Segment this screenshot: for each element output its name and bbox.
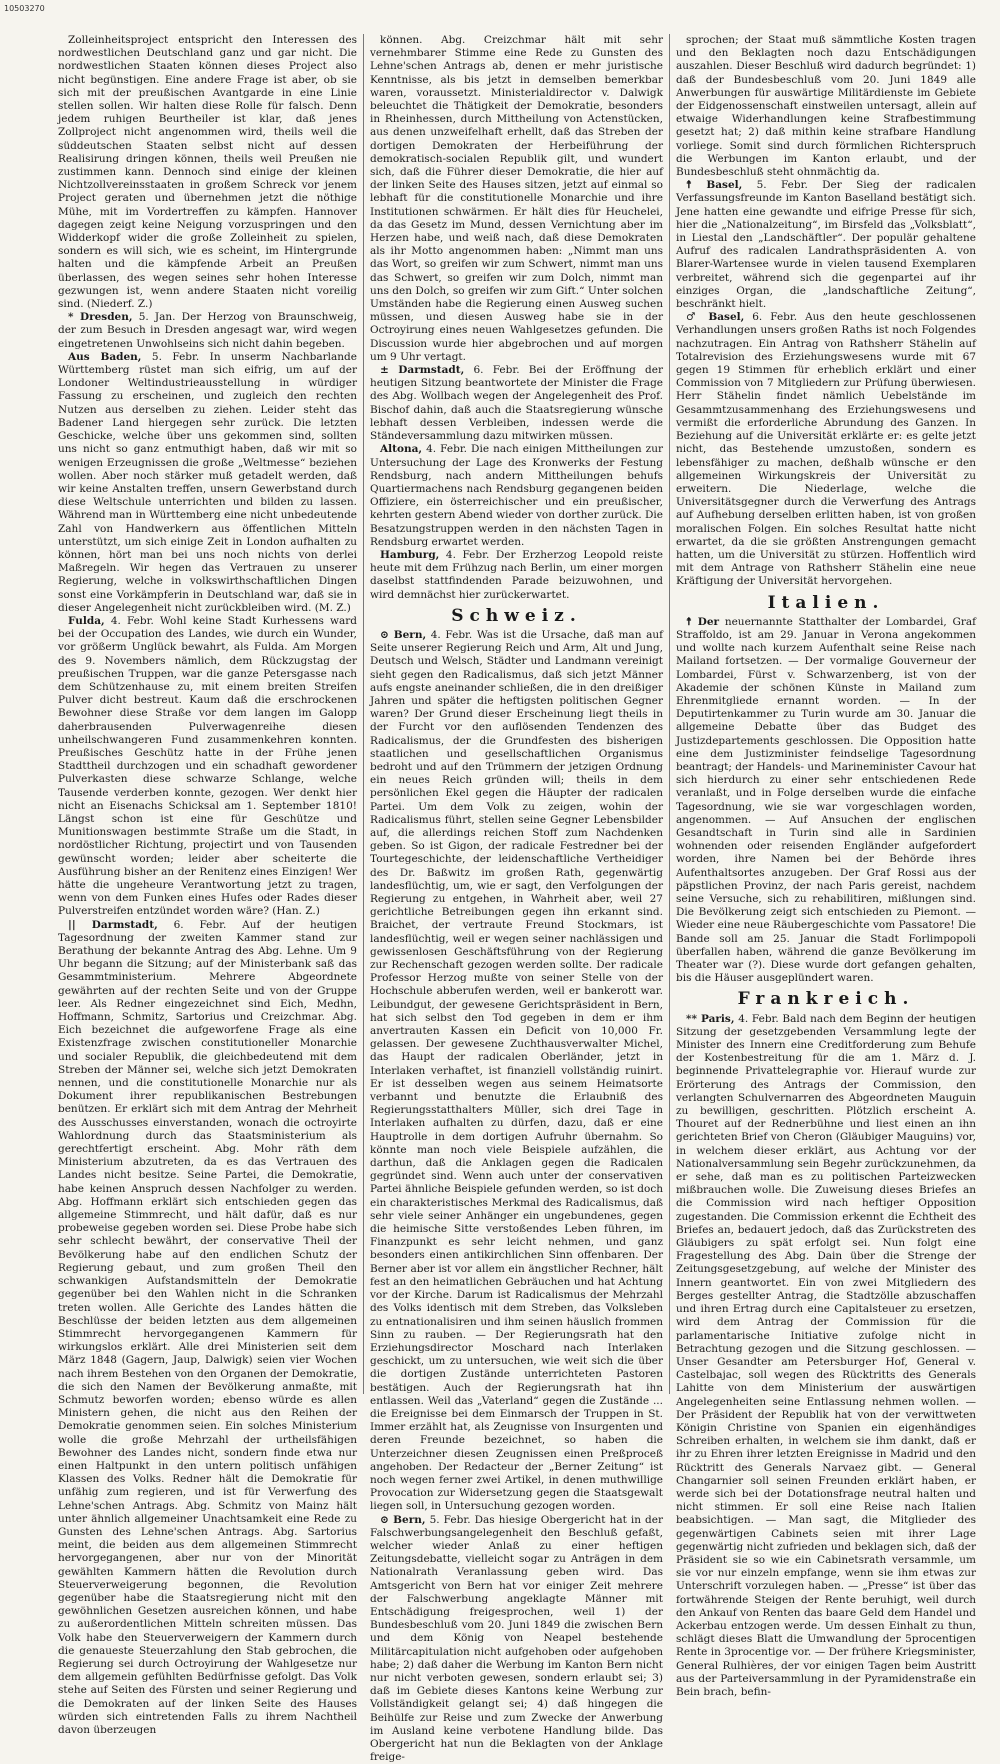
article-paragraph	[58, 615, 357, 919]
section-heading: Frankreich.	[737, 989, 915, 1010]
article-text: können. Abg. Creizchmar hält mit sehr vernehmbarer Stimme eine Rede zu Gunsten des Lehne'schen Antrags ab, denen er mehr juristische Kenntnisse, als bis jetzt in demselben bemerkbar waren, voraussetzt. Ministerialdirector v. Dalwigk beleuchtet die Thätigkeit der Demokratie, besonders in Rheinhessen, durch Mittheilung von Actenstücken, aus denen unzweifelhaft erhellt, daß das Streben der dortigen Demokraten der Herbeiführung der demokratisch-socialen Republik gilt, und wundert sich, daß die Führer dieser Demokratie, die hier auf der linken Seite des Hauses sitzen, jetzt auf einmal so lebhaft für die constitutionelle Monarchie und ihre Institutionen schwärmen. Er hält dies für Heuchelei, da das Gesetz im Mund, dessen Vernichtung aber im Herzen habe, und weiß nach, daß diese Demokraten als ihr Motto angenommen haben: „Nimmt man uns das Wort, so greifen wir zum Schwert, nimmt man uns das Schwert, so greifen wir zum Dolch, nimmt man uns den Dolch, so greifen wir zum Gift.“ Unter solchen Umständen habe die Regierung einen Ausweg suchen müssen, und diesen Ausweg habe sie in der Octroyirung eines neuen Wahlgesetzes gefunden. Die Discussion wurde hier abgebrochen und auf morgen um 9 Uhr vertagt.	[370, 34, 663, 363]
article-dateline: Fulda,	[68, 614, 105, 627]
article-text: 4. Febr. Was ist die Ursache, daß man auf Seite unserer Regierung Reich und Arm, Alt und Jung, Deutsch und Welsch, Städter und Landmann vereinigt sieht gegen den Radicalismus, daß sich jetzt Männer aufs engste aneinander schließen, die in den dreißiger Jahren und später die heftigsten politischen Gegner waren? Der Grund dieser Erscheinung liegt theils in der Furcht vor den auflösenden Tendenzen des Radicalismus, der die Grundfesten des bisherigen staatlichen und gesellschaftlichen Organismus bedroht und auf den Trümmern der jetzigen Ordnung ein neues Reich gründen will; theils in dem persönlichen Ekel gegen die Häupter der radicalen Partei. Um dem Volk zu zeigen, wohin der Radicalismus führt, stellen seine Gegner Lebensbilder auf, die allerdings reichen Stoff zum Nachdenken geben. So ist Gigon, der radicale Festredner bei der Tourtegeschichte, der leidenschaftliche Vertheidiger des Dr. Baßwitz im großen Rath, gegenwärtig landesflüchtig, um, wie er sagt, den Verfolgungen der Regierung zu entgehen, in Wahrheit aber, weil 27 gerichtliche Betreibungen gegen ihn erkannt sind. Braichet, der vertraute Freund Stockmars, ist landesflüchtig, weil er wegen seiner nachlässigen und gewissenlosen Geschäftsführung von der Regierung zur Rechenschaft gezogen werden sollte. Der radicale Professor Herzog mußte von seiner Stelle von der Hochschule abberufen werden, weil er bankerott war. Leibundgut, der gewesene Gerichtspräsident in Bern, hat sich selbst den Tod gegeben in dem er ihm anvertrauten Kassen ein Deficit von 10,000 Fr. gelassen. Der gewesene Zuchthausverwalter Michel, das Haupt der radicalen Oberländer, jetzt in Interlaken verhaftet, ist finanziell vollständig ruinirt. Er ist desselben wegen aus seinem Heimatsorte verbannt und benutzte die Erlaubniß des Regierungsstatthalters Müller, sich drei Tage in Interlaken aufhalten zu dürfen, dazu, daß er eine Hauptrolle in dem dortigen Aufruhr übernahm. So könnte man noch viele Beispiele aufzählen, die darthun, daß die Anklagen gegen die Radicalen gegründet sind. Wenn auch unter der conservativen Partei ähnliche Beispiele gefunden werden, so ist doch ein charakteristisches Merkmal des Radicalismus, daß sehr viele seiner Anhänger ein ungebundenes, gegen die heimische Sitte verstoßendes Leben führen, im Finanzpunkt es sehr leicht nehmen, und ganz besonders einen antikirchlichen Sinn offenbaren. Der Berner aber ist vor allem ein ängstlicher Rechner, hält fest an den heimatlichen Gebräuchen und hat Achtung vor der Kirche. Darum ist Radicalismus der Mehrzahl des Volks identisch mit dem Streben, das Volksleben zu entnationalisiren und ihm seinen häuslich frommen Sinn zu rauben. — Der Regierungsrath hat den Erziehungsdirector Moschard nach Interlaken geschickt, um zu untersuchen, wie weit sich die über die dortigen Zustände unterrichteten Pastoren bestätigen. Auch der Regierungsrath hat ihn entlassen. Weil das „Vaterland“ gegen die Zustände ... die Ereignisse bei dem Einmarsch der Truppen in St. Immer erzählt hat, als Zeugnisse von Insurgenten und deren Freunde bezeichnet, so haben die Unterzeichner diesen Zeugnissen einen Preßproceß angehoben. Der Redacteur der „Berner Zeitung“ ist noch wegen ferner zwei Artikel, in denen muthwillige Provocation zur Widersetzung gegen die Staatsgewalt liegen soll, in Untersuchung gezogen worden.	[370, 628, 663, 1513]
article-dateline: ☨ Der	[686, 615, 720, 628]
article-dateline: ⊙ Bern,	[380, 628, 427, 641]
page-id: 10503270	[4, 4, 45, 13]
article-text: 6. Febr. Aus den heute geschlossenen Verhandlungen unsers großen Raths ist noch Folgendes nachzutragen. Ein Antrag von Rathsherr Stähelin auf Totalrevision des Erziehungswesens wurde mit 67 gegen 19 Stimmen für erheblich erklärt und einer Commission von 7 Mitgliedern zur Prüfung überwiesen. Herr Stähelin findet nämlich Uebelstände im Gesammtzusammenhang des Erziehungswesens und vermißt die erforderliche Abrundung des Ganzen. In Beziehung auf die Universität erklärte er: es gelte jetzt nicht, das Bestehende umzustoßen, sondern es lebensfähiger zu machen, deßhalb wünsche er den allgemeinen Wirkungskreis der Universität zu erweitern. Die Niederlage, welche die Universitätsgegner durch die Verwerfung des Antrags auf Aufhebung derselben erlitten haben, ist von großen moralischen Folgen. Ein solches Resultat hatte nicht erwartet, da die sie größten Anstrengungen gemacht hatten, um die Universität zu stürzen. Hoffentlich wird mit dem Antrage von Rathsherr Stähelin eine neue Kräftigung der Universität hervorgehen.	[676, 311, 976, 588]
article-text: 5. Febr. Der Sieg der radicalen Verfassungsfreunde im Kanton Baselland bestätigt sich. Jene hatten eine gewandte und eifrige Presse für sich, hier die „Nationalzeitung“, im Birsfeld das „Volksblatt“, in Liestal den „Landschäftler“. Der populär gehaltene Aufruf des radicalen Landrathspräsidenten A. von Blarer-Wartensee wurde in vielen tausend Exemplaren verbreitet, während sich die gegenpartei auf ihr einziges Organ, die „landschaftliche Zeitung“, beschränkt hielt.	[676, 179, 977, 311]
article-paragraph	[676, 616, 976, 986]
article-paragraph	[58, 919, 357, 1738]
article-dateline: Aus Baden,	[68, 350, 142, 363]
article-paragraph	[370, 443, 663, 549]
article-paragraph	[58, 34, 357, 311]
article-text: sprochen; der Staat muß sämmtliche Kosten tragen und den Beklagten noch dazu Entschädigungen auszahlen. Dieser Beschluß wird dadurch begründet: 1) daß der Bundesbeschluß vom 20. Juni 1849 alle Anwerbungen für auswärtige Militärdienste im Gebiete der Eidgenossenschaft einstweilen untersagt, allein auf etwaige Widerhandlungen keine Strafbestimmung gesetzt hat; 2) daß mithin keine strafbare Handlung vorliege. Somit sind durch förmlichen Richterspruch die Werbungen im Kanton erlaubt, und der Bundesbeschluß steht ohnmächtig da.	[676, 34, 976, 179]
section-heading: Italien.	[767, 592, 885, 613]
article-text: 4. Febr. Bald nach dem Beginn der heutigen Sitzung der gesetzgebenden Versammlung legte der Minister des Innern eine Creditforderung zum Behufe der Kostenbestreitung für die am 1. März d. J. beginnende Privattelegraphie vor. Hierauf wurde zur Erörterung des Antrags der Commission, den verlangten Schulvernarren des Abgeordneten Mauguin zu bewilligen, geschritten. Plötzlich erscheint A. Thouret auf der Rednerbühne und liest einen an ihn gerichteten Brief von Cheron (Gläubiger Mauguins) vor, in welchem dieser erklärt, aus Achtung vor der Nationalversammlung sein Begehr zurückzunehmen, da er sehe, daß man es zu politischen Parteizwecken mißbrauchen wolle. Die Zuweisung dieses Briefes an die Commission wird nach heftiger Opposition zugestanden. Die Commission erkennt die Echtheit des Briefes an, bedauert jedoch, daß das Zurückstreten des Gläubigers zu spät erfolgt sei. Nun folgt eine Fragestellung des Abg. Dain über die Strenge der Zeitungsgesetzgebung, auf welche der Minister des Innern geantwortet. Ein von zwei Mitgliedern des Berges gestellter Antrag, die Stadtzölle abzuschaffen und ihren Ertrag durch eine Capitalsteuer zu ersetzen, wird dem Antrag der Commission für die parlamentarische Initiative zufolge nicht in Betrachtung gezogen und die Sitzung geschlossen. — Unser Gesandter am Petersburger Hof, General v. Castelbajac, soll wegen des Rücktritts des Generals Lahitte von dem Ministerium der auswärtigen Angelegenheiten seine Entlassung nehmen wollen. — Der Präsident der Republik hat von der verwittweten Königin Christine von Spanien ein eigenhändiges Schreiben erhalten, in welchem sie ihm dankt, daß er ihr zu Ehren ihrer letzten Ereignisse in Madrid und den Rücktritt des Generals Narvaez gibt. — General Changarnier soll seinen Freunden erklärt haben, er werde sich bei der Dotationsfrage neutral halten und nicht stimmen. Er soll eine Reise nach Italien beabsichtigen. — Man sagt, die Mitglieder des gegenwärtigen Cabinets seien mit ihrer Lage gegenwärtig nicht zufrieden und beklagen sich, daß der Präsident sie so wie ein Cabinetsrath versammle, um sie vor nur einzeln empfange, wenn sie ihm etwas zur Unterschrift vorzulegen haben. — „Presse“ ist über das fortwährende Steigen der Rente beruhigt, weil durch den Ankauf von Renten das baare Geld dem Handel und Ackerbau entzogen werde. Um dessen Einhalt zu thun, schlägt dieses Blatt die Umwandlung der 5procentigen Rente in 3procentige vor. — Der frühere Kriegsminister, General Rulhières, der vor einigen Tagen beim Austritt aus der Parteiversammlung in der Pyramidenstraße ein Bein brach, befin-	[676, 1012, 976, 1698]
article-dateline: * Dresden,	[68, 311, 133, 324]
article-dateline: || Darmstadt,	[68, 918, 158, 931]
column-1	[52, 34, 364, 1736]
article-paragraph	[676, 1013, 976, 1700]
article-paragraph	[58, 311, 357, 351]
article-paragraph	[676, 34, 976, 179]
newspaper-columns	[52, 34, 982, 1764]
article-text: Zolleinheitsproject entspricht den Interessen des nordwestlichen Deutschland ganz und gar nicht. Die nordwestlichen Staaten können dieses Project also nicht begünstigen. Eine andere Frage ist aber, ob sie sich mit der preußischen Avantgarde in eine Linie stellen sollen. Wir halten diese Rolle für falsch. Denn jedem ruhigen Beurtheiler ist klar, daß jenes Zollproject nicht angenommen wird, theils weil die süddeutschen Staaten selbst nicht auf dessen Realisirung dringen können, theils weil Preußen nie zustimmen kann. Dennoch sind einige der kleinen Nichtzollvereinsstaaten in großem Schreck vor jenem Project geraten und übernehmen jetzt die nöthige Mühe, mit im Vordertreffen zu kämpfen. Hannover dagegen zeigt keine Neigung vorzuspringen und den Widderkopf wider die große Zolleinheit zu spielen, sondern es will sich, wie es scheint, im Hintergrunde halten und die kämpfende Arbeit an Preußen überlassen, des wegen seines sehr hohen Interesse gezwungen ist, wenn andere Staaten nicht voreilig sind. (Niederf. Z.)	[58, 34, 357, 311]
article-dateline: ☨ Basel,	[686, 179, 743, 192]
article-text: 5. Febr. Das hiesige Obergericht hat in der Falschwerbungsangelegenheit den Beschluß gefaßt, welcher wieder Anlaß zu einer heftigen Zeitungsdebatte, vielleicht sogar zu Anträgen in dem Nationalrath Veranlassung geben wird. Das Amtsgericht von Bern hat vor einiger Zeit mehrere der Falschwerbung angeklagte Männer mit Entschädigung freigesprochen, weil 1) der Bundesbeschluß vom 20. Juni 1849 die zwischen Bern und dem König von Neapel bestehende Militärcapitulation nicht aufgehoben oder aufgehoben habe; 2) daß daher die Werbung im Kanton Bern nicht nur nicht verboten gewesen, sondern erlaubt sei; 3) daß im Gebiete dieses Kantons keine Werbung zur Vollständigkeit gelangt sei; 4) daß hingegen die Beihülfe zur Reise und zum Zwecke der Anwerbung im Ausland keine verbotene Handlung bilde. Das Obergericht hat nun die Beklagten von der Anklage freige-	[370, 1513, 663, 1764]
article-paragraph	[370, 549, 663, 602]
article-text: 6. Febr. Auf der heutigen Tagesordnung der zweiten Kammer stand zur Berathung der bekannte Antrag des Abg. Lehne. Um 9 Uhr begann die Sitzung; auf der Ministerbank saß das Gesammtministerium. Mehrere Abgeordnete gewährten auf der rechten Seite und von der Gruppe leer. Als Redner eingezeichnet sind Eich, Medhn, Hoffmann, Schmitz, Sartorius und Creizchmar. Abg. Eich bezeichnet die aufgeworfene Frage als eine Existenzfrage zwischen constitutioneller Monarchie und socialer Republik, die gleichbedeutend mit dem Streben der Männer sei, welche sich jetzt Demokraten nennen, und die constitutionelle Monarchie nur als Dokument ihrer republikanischen Bestrebungen benützen. Er erklärt sich mit dem Antrag der Mehrheit des Ausschusses einverstanden, wonach die octroyirte Wahlordnung durch das Staatsministerium als gerechtfertigt erscheint. Abg. Mohr räth dem Ministerium abzutreten, da es das Vertrauen des Landes nicht besitze. Seine Partei, die Demokratie, habe keinen Anspruch dessen Nachfolger zu werden. Abg. Hoffmann erklärt sich entschieden gegen das allgemeine Stimmrecht, und hält dafür, daß es nur probeweise gegeben worden sei. Diese Probe habe sich sehr schlecht bewährt, der conservative Theil der Bevölkerung habe auf den endlichen Schutz der Regierung gebaut, und zum großen Theil den schwankigen Aufstandsmitteln der Demokratie gegenüber bei den Wahlen nicht in die Schranken treten wollen. Alle Gerichte des Landes hätten die Beschlüsse der beiden letzten aus dem allgemeinen Stimmrecht hervorgegangenen Kammern für wirkungslos erklärt. Alle drei Ministerien seit dem März 1848 (Gagern, Jaup, Dalwigk) seien vier Wochen nach ihrem Bestehen von den Organen der Demokratie, die sich den Namen der Bevölkerung anmaßte, mit Schmutz beworfen worden; ebenso würde es allen Ministern gehen, die nicht aus den Reihen der Demokratie genommen seien. Ein solches Ministerium wolle die große Mehrzahl der urtheilsfähigen Bewohner des Landes nicht, sondern finde etwa nur einen Haltpunkt in den untern politisch unfähigen Klassen des Volks. Redner hält die Demokratie für unfähig zum regieren, und ist für Verwerfung des Lehne'schen Antrags. Abg. Schmitz von Mainz hält unter ähnlich allgemeiner Unachtsamkeit eine Rede zu Gunsten des Lehne'schen Antrags. Abg. Sartorius meint, die beiden aus dem allgemeinen Stimmrecht hervorgegangenen, aber nur von der Minorität gewählten Kammern hätten die Revolution durch Steuerverweigerung begonnen, die Revolution gegenüber habe die Staatsregierung nicht mit den gewöhnlichen Gesetzen ausreichen können, und habe zu außerordentlichen Mitteln schreiten müssen. Das Volk habe den Steuerverweigern der Kammern durch die genaueste Steuerzahlung den Stab gebrochen, die Regierung sei durch Octroyirung der Wahlgesetze nur dem allgemein gefühlten Bedürfnisse gefolgt. Das Volk stehe auf Seiten des Fürsten und seiner Regierung und die Demokraten auf der linken Seite des Hauses würden sich eintretenden Falls zu ihrem Nachtheil davon überzeugen	[58, 918, 358, 1736]
article-dateline: ** Paris,	[686, 1012, 735, 1025]
article-text: 5. Febr. In unserm Nachbarlande Württemberg rüstet man sich eifrig, um auf der Londoner Weltindustrieausstellung in würdiger Fassung zu erscheinen, und zugleich den rechten Nutzen aus derselben zu ziehen. Leider steht das Badener Land hiergegen sehr zurück. Die letzten Geschicke, welche über uns gekommen sind, sollten uns nicht so ganz entmuthigt haben, daß wir mit so wenigen Erzeugnissen die große „Weltmesse“ beziehen wollen. Aber noch stärker muß getadelt werden, daß wir keine Anstalten treffen, unsern Gewerbstand durch diese Weltschule unterrichten und bilden zu lassen. Während man in Württemberg eine nicht unbedeutende Zahl von Handwerkern aus öffentlichen Mitteln unterstützt, um sich einige Zeit in London aufhalten zu können, hört man bei uns noch nichts von derlei Maßregeln. Wir hegen das Vertrauen zu unserer Regierung, welche in volkswirthschaftlichen Dingen sonst eine Vorkämpferin in Deutschland war, daß sie in dieser Angelegenheit nicht zurückbleiben wird. (M. Z.)	[58, 350, 357, 614]
article-dateline: ♂ Basel,	[686, 311, 745, 324]
article-paragraph	[370, 1514, 663, 1764]
article-text: neuernannte Statthalter der Lombardei, Graf Straffoldo, ist am 29. Januar in Verona angekommen und wollte nach kurzem Aufenthalt seine Reise nach Mailand fortsetzen. — Der vormalige Gouverneur der Lombardei, Fürst v. Schwarzenberg, ist von der Akademie der schönen Künste in Mailand zum Ehrenmitgliede ernannt worden. — In der Deputirtenkammer zu Turin wurde am 30. Januar die allgemeine Debatte über das Budget des Justizdepartements geschlossen. Die Opposition hatte eine dem Justizminister feindselige Tagesordnung beantragt; der Handels- und Marineminister Cavour hat sich hierdurch zu einer sehr entschiedenen Rede veranlaßt, und in Folge derselben wurde die einfache Tagesordnung, wie sie war vorgeschlagen worden, angenommen. — Auf Ansuchen der englischen Gesandtschaft in Turin sind alle in Sardinien wohnenden oder reisenden Engländer aufgefordert worden, ihre Namen bei der Behörde ihres Aufenthaltsortes anzugeben. Der Graf Rossi aus der päpstlichen Provinz, der nach Paris gereist, nachdem seine Versuche, sich zu rehabilitiren, mißlungen sind. Die Bevölkerung zeigt sich entschieden zu Piemont. — Wieder eine neue Räubergeschichte vom Passatore! Die Bande soll am 25. Januar die Stadt Forlimpopoli überfallen haben, während die ganze Bevölkerung im Theater war (?). Diese wurde dort gefangen gehalten, bis die Häuser ausgeplündert waren.	[676, 615, 977, 985]
article-dateline: Altona,	[380, 443, 423, 456]
article-paragraph	[676, 311, 976, 588]
article-paragraph	[676, 179, 976, 311]
article-text: 5. Jan. Der Herzog von Braunschweig, der zum Besuch in Dresden angesagt war, wird wegen eingetretenen Unwohlseins sich nicht dahin begeben.	[58, 311, 357, 350]
article-paragraph	[370, 34, 663, 364]
article-text: 4. Febr. Der Erzherzog Leopold reiste heute mit dem Frühzug nach Berlin, um einer morgen daselbst stattfindenden Parade beizuwohnen, und wird demnächst hier zurückerwartet.	[370, 548, 663, 601]
column-3	[670, 34, 982, 1698]
article-text: 6. Febr. Bei der Eröffnung der heutigen Sitzung beantwortete der Minister die Frage des Abg. Wollbach wegen der Angelegenheit des Prof. Bischof dahin, daß auch die Staatsregierung wünsche lebhaft dessen Verbleiben, indessen werde die Ständeversammlung dazu mitwirken müssen.	[370, 364, 663, 443]
article-text: 4. Febr. Wohl keine Stadt Kurhessens ward bei der Occupation des Landes, wie durch ein Wunder, vor größerm Unglück bewahrt, als Fulda. Am Morgen des 9. Novembers nämlich, dem Rückzugstag der preußischen Truppen, war die ganze Petersgasse nach dem Schützenhause zu, mit einem breiten Streifen Pulver dicht bestreut. Kaum daß die erschrockenen Bewohner diese Straße vor dem langen im Galopp daherbrausenden Pulverwagenreihe diesen unheilschwangeren Fund zusammenkehren konnten. Preußisches Geschütz hatte in der Frühe jenen Stadttheil durchzogen und ein schadhaft gewordener Pulverkasten diese schwarze Schlange, welche Tausende verderben konnte, gezogen. Wer denkt hier nicht an Eisenachs Schicksal am 1. September 1810! Längst schon ist eine für Geschütze und Munitionswagen bestimmte Straße um die Stadt, in nordöstlicher Richtung, projectirt und von Tausenden gewünscht worden; leider aber scheiterte die Ausführung bisher an der Renitenz eines Einzigen! Wer hätte die ungeheure Verantwortung jetzt zu tragen, wenn von dem Funken eines Hufes oder Rades dieser Pulverstreifen entzündet worden wäre? (Han. Z.)	[58, 614, 357, 918]
article-text: 4. Febr. Die nach einigen Mittheilungen zur Untersuchung der Lage des Kronwerks der Festung Rendsburg, nach andern Mittheilungen behufs Quartiermachens nach Rendsburg gegangenen beiden Offiziere, ein österreichischer und ein preußischer, kehrten gestern Abend wieder von dorther zurück. Die Besatzungstruppen werden in den nächsten Tagen in Rendsburg erwartet werden.	[370, 443, 663, 548]
article-dateline: ⊙ Bern,	[380, 1513, 426, 1526]
article-paragraph	[370, 364, 663, 443]
column-2	[364, 34, 670, 1764]
article-dateline: ± Darmstadt,	[380, 364, 465, 377]
article-paragraph	[370, 629, 663, 1514]
article-dateline: Hamburg,	[380, 548, 440, 561]
section-heading: Schweiz.	[451, 605, 582, 626]
article-paragraph	[58, 351, 357, 615]
